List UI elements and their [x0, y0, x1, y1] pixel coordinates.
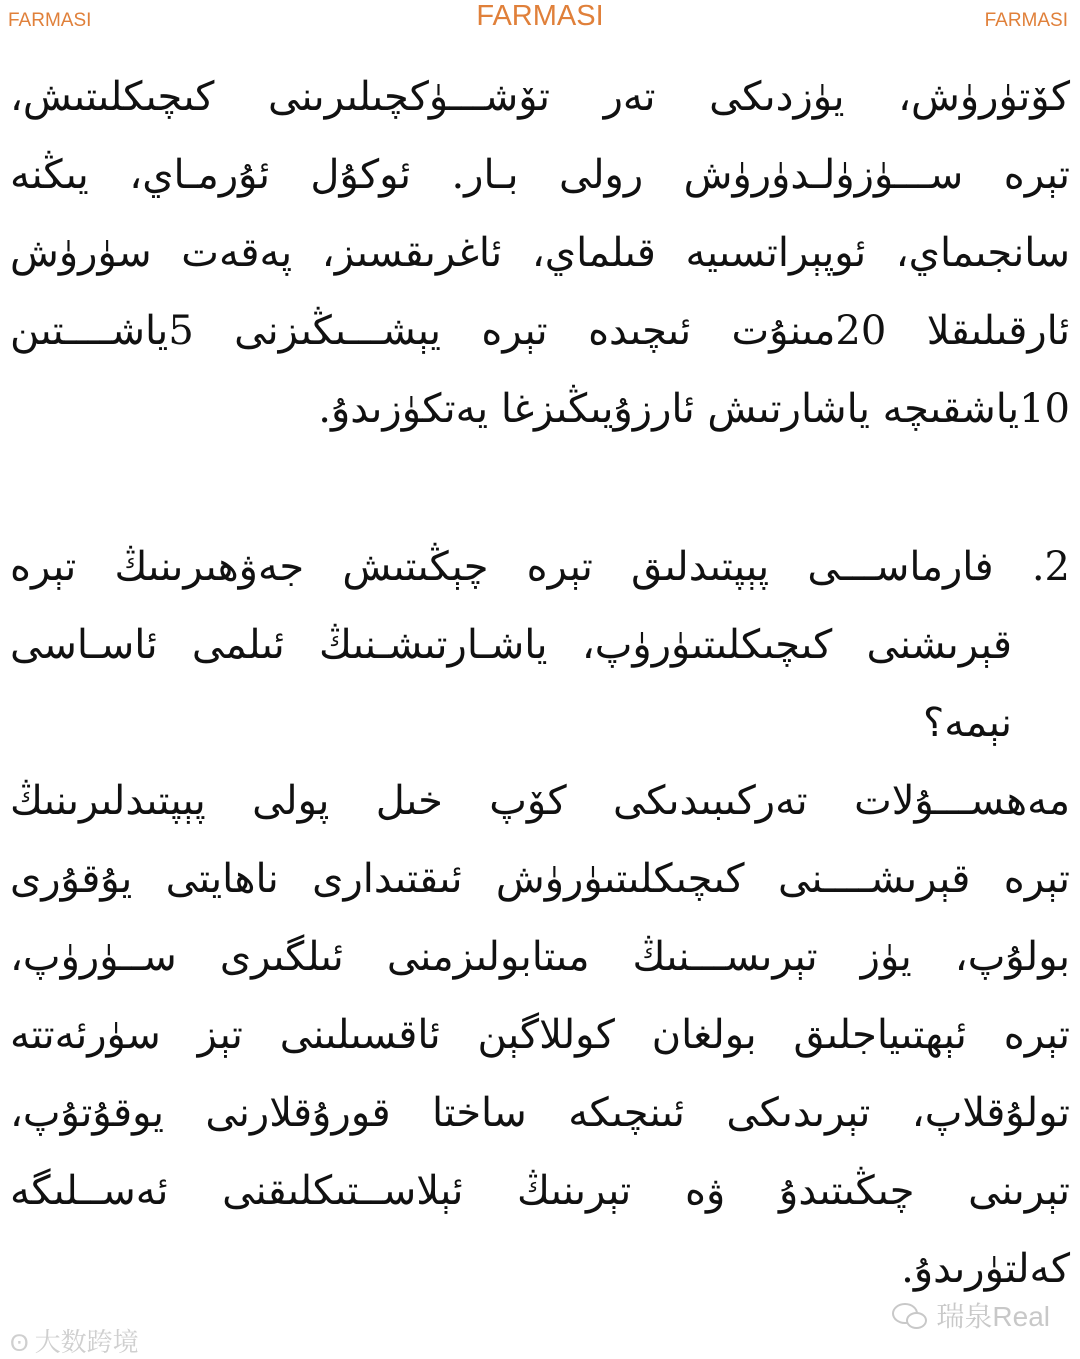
watermark-left-text: 大数跨境 [34, 1327, 139, 1357]
paragraph-gap [10, 448, 1070, 528]
text-line: كۆتۈرۈش، يۈزدىكى تەر تۆشـــۈكچىلىرىنى كىچىكلىتىش، [10, 74, 1070, 120]
text-line: تېرە قېرىشــــنى كىچىكلىتىۈرۈش ئىقتىدارى ناھايتى يۇقۇرى [10, 856, 1070, 902]
text-line: سانجىماي، ئوپېراتسىيە قىلماي، ئاغرىقسىز، پەقەت سۈرۈش [10, 230, 1070, 276]
header-title: FARMASI [476, 0, 604, 32]
page-header [0, 0, 1080, 40]
watermark-right [892, 1295, 1050, 1335]
text-line: ئارقىلىقلا 20مىنۇت ئىچىدە تېرە يېشـــىڭىزنى 5ياشــــتىن [10, 308, 1070, 354]
text-line: تېرە ســـۈزۈلـدۈرۈش رولى بـار. ئوكۇل ئۇرمـاي، يىڭنە [10, 152, 1070, 198]
text-line: كەلتۈرىدۇ. [901, 1246, 1070, 1292]
text-line: 2. فارماســـى پېپتىدلىق تېرە چېڭىتىش جەۋھىرىنىڭ تېرە [10, 544, 1070, 590]
header-right-brand: FARMASI [984, 10, 1068, 31]
article-body [10, 58, 1070, 1308]
text-line: مەھســـۇلات تەركىبىدىكى كۆپ خىل پولى پېپتىدلىرىنىڭ [10, 778, 1070, 824]
text-line: بولۇپ، يۈز تېرىســـنىڭ مىتابولىزمنى ئىلگىرى ســۈرۈپ، [10, 934, 1070, 980]
wechat-icon [892, 1301, 928, 1329]
paragraph-1 [10, 58, 1070, 448]
text-line: نېمە؟ [922, 700, 1012, 746]
header-left-brand: FARMASI [8, 10, 92, 31]
watermark-right-text: 瑞泉Real [936, 1301, 1050, 1332]
text-line: تېرە ئېھتىياجلىق بولغان كوللاگېن ئاقسىلىنى تېز سۈرئەتتە [10, 1012, 1070, 1058]
question-heading [10, 528, 1070, 762]
weibo-icon: ʘ [10, 1330, 29, 1357]
text-line: قېرىشنى كىچىكلىتىۈرۈپ، ياشـارتىشـنىڭ ئىلمى ئاسـاسى [10, 622, 1012, 668]
paragraph-2 [10, 762, 1070, 1308]
text-line: 10ياشقىچە ياشارتىش ئارزۇيىڭىزغا يەتكۈزىدۇ. [318, 386, 1070, 432]
text-line: تېرىنى چىڭىتىدۇ ۋە تېرىنىڭ ئېلاســتىكلىقنى ئەســلىگە [10, 1168, 1070, 1214]
watermark-left [10, 1322, 139, 1359]
text-line: تولۇقلاپ، تېرىدىكى ئىنچىكە ساختا قورۇقلارنى يوقۇتۇپ، [10, 1090, 1070, 1136]
